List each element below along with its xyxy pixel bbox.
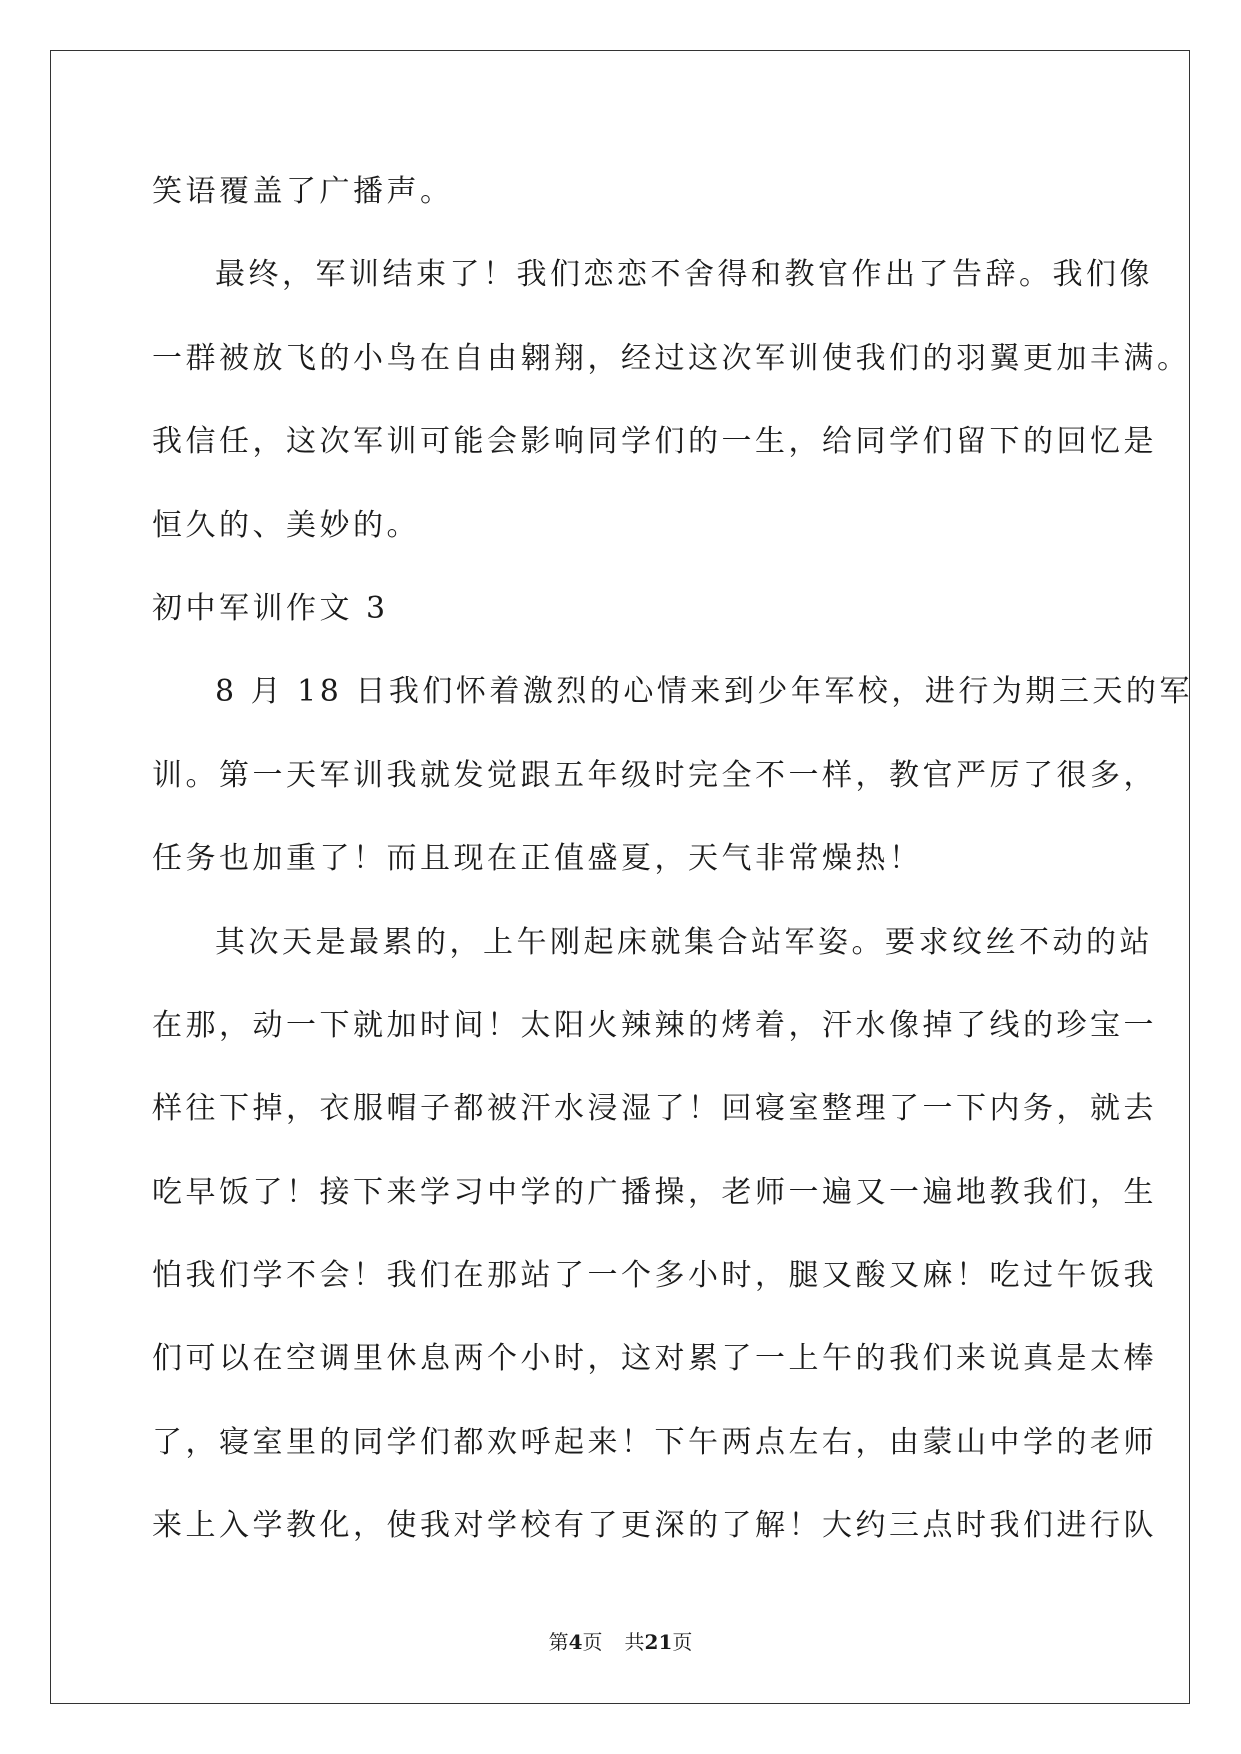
text-line: 在那，动一下就加时间！太阳火辣辣的烤着，汗水像掉了线的珍宝一	[152, 1007, 1157, 1043]
document-body	[152, 150, 1193, 1568]
page-suffix: 页	[582, 1630, 603, 1654]
text-line: 吃早饭了！接下来学习中学的广播操，老师一遍又一遍地教我们，生	[152, 1174, 1157, 1210]
page-prefix: 第	[548, 1630, 569, 1654]
text-line: 怕我们学不会！我们在那站了一个多小时，腿又酸又麻！吃过午饭我	[152, 1258, 1157, 1294]
text-line: 来上入学教化，使我对学校有了更深的了解！大约三点时我们进行队	[152, 1508, 1157, 1544]
total-suffix: 页	[672, 1630, 693, 1654]
text-line: 样往下掉，衣服帽子都被汗水浸湿了！回寝室整理了一下内务，就去	[152, 1091, 1157, 1127]
text-line: 其次天是最累的，上午刚起床就集合站军姿。要求纹丝不动的站	[215, 924, 1153, 960]
total-prefix: 共	[624, 1630, 645, 1654]
total-pages: 21	[644, 1630, 673, 1654]
text-line: 恒久的、美妙的。	[152, 507, 420, 543]
text-line: 8 月 18 日我们怀着激烈的心情来到少年军校，进行为期三天的军	[215, 674, 1193, 710]
text-line: 一群被放飞的小鸟在自由翱翔，经过这次军训使我们的羽翼更加丰满。	[152, 340, 1191, 376]
text-line: 们可以在空调里休息两个小时，这对累了一上午的我们来说真是太棒	[152, 1341, 1157, 1377]
page-footer	[0, 1626, 1241, 1655]
text-line: 了，寝室里的同学们都欢呼起来！下午两点左右，由蒙山中学的老师	[152, 1424, 1157, 1460]
text-line: 任务也加重了！而且现在正值盛夏，天气非常燥热！	[152, 841, 923, 877]
text-line: 笑语覆盖了广播声。	[152, 174, 454, 209]
page-number: 4	[568, 1630, 583, 1654]
text-line: 训。第一天军训我就发觉跟五年级时完全不一样，教官严厉了很多，	[152, 757, 1157, 793]
section-heading: 初中军训作文 3	[152, 590, 389, 626]
text-line: 我信任，这次军训可能会影响同学们的一生，给同学们留下的回忆是	[152, 424, 1157, 460]
text-line: 最终，军训结束了！我们恋恋不舍得和教官作出了告辞。我们像	[215, 257, 1153, 293]
